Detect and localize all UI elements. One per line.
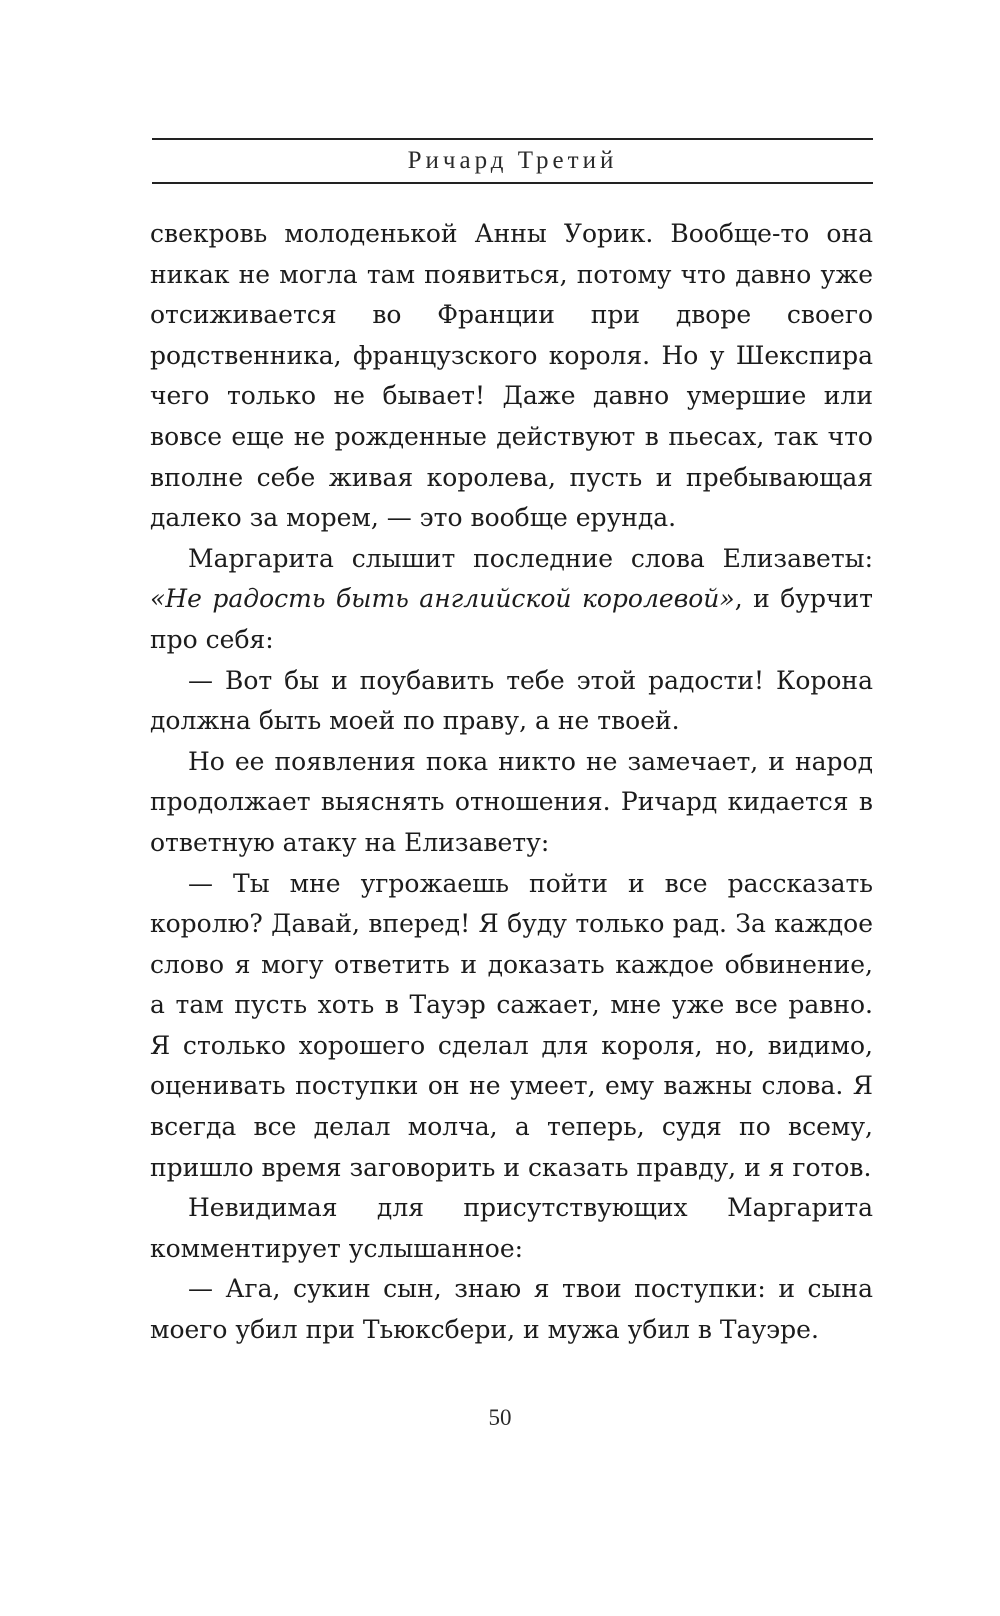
header-rule-top — [152, 138, 873, 140]
paragraph-4: Но ее появления пока никто не замечает, и народ продолжает выяснять отношения. Ричард кидается в ответную атаку на Елизавету: — [150, 746, 873, 857]
paragraph-3: — Вот бы и поубавить тебе этой радости! Корона должна быть моей по праву, а не твоей. — [150, 665, 873, 736]
paragraph-5: — Ты мне угрожаешь пойти и все рассказать королю? Давай, вперед! Я буду только рад. За каждое слово я могу ответить и доказать каждое обвинение, а там пусть хоть в Тауэр сажает, мне уже все равно. Я столько хорошего сделал для короля, но, видимо, оценивать поступки он не умеет, ему важны слова. Я всегда все делал молча, а теперь, судя по всему, пришло время заговорить и сказать правду, и я готов. — [150, 868, 873, 1182]
paragraph-2-tail: , и бурчит про себя: — [150, 584, 873, 654]
body-text — [150, 214, 873, 1351]
paragraph-2-quote: «Не радость быть английской королевой» — [150, 584, 735, 614]
paragraph-1: свекровь молоденькой Анны Уорик. Вообще-то она никак не могла там появиться, потому что давно уже отсиживается во Франции при дворе своего родственника, французского короля. Но у Шекспира чего только не бывает! Даже давно умершие или вовсе еще не рожденные действуют в пьесах, так что вполне себе живая королева, пусть и пребывающая далеко за морем, — это вообще ерунда. — [150, 219, 873, 533]
paragraph-6: Невидимая для присутствующих Маргарита комментирует услышанное: — [150, 1193, 873, 1263]
header-rule-bottom — [152, 182, 873, 184]
running-head-title: Ричард Третий — [407, 147, 618, 174]
paragraph-2 — [150, 539, 873, 661]
paragraph-2-lead: Маргарита слышит последние слова Елизаветы: — [188, 543, 873, 573]
paragraph-7: — Ага, сукин сын, знаю я твои поступки: и сына моего убил при Тьюксбери, и мужа убил в Тауэре. — [150, 1274, 873, 1345]
page-number: 50 — [488, 1405, 512, 1430]
